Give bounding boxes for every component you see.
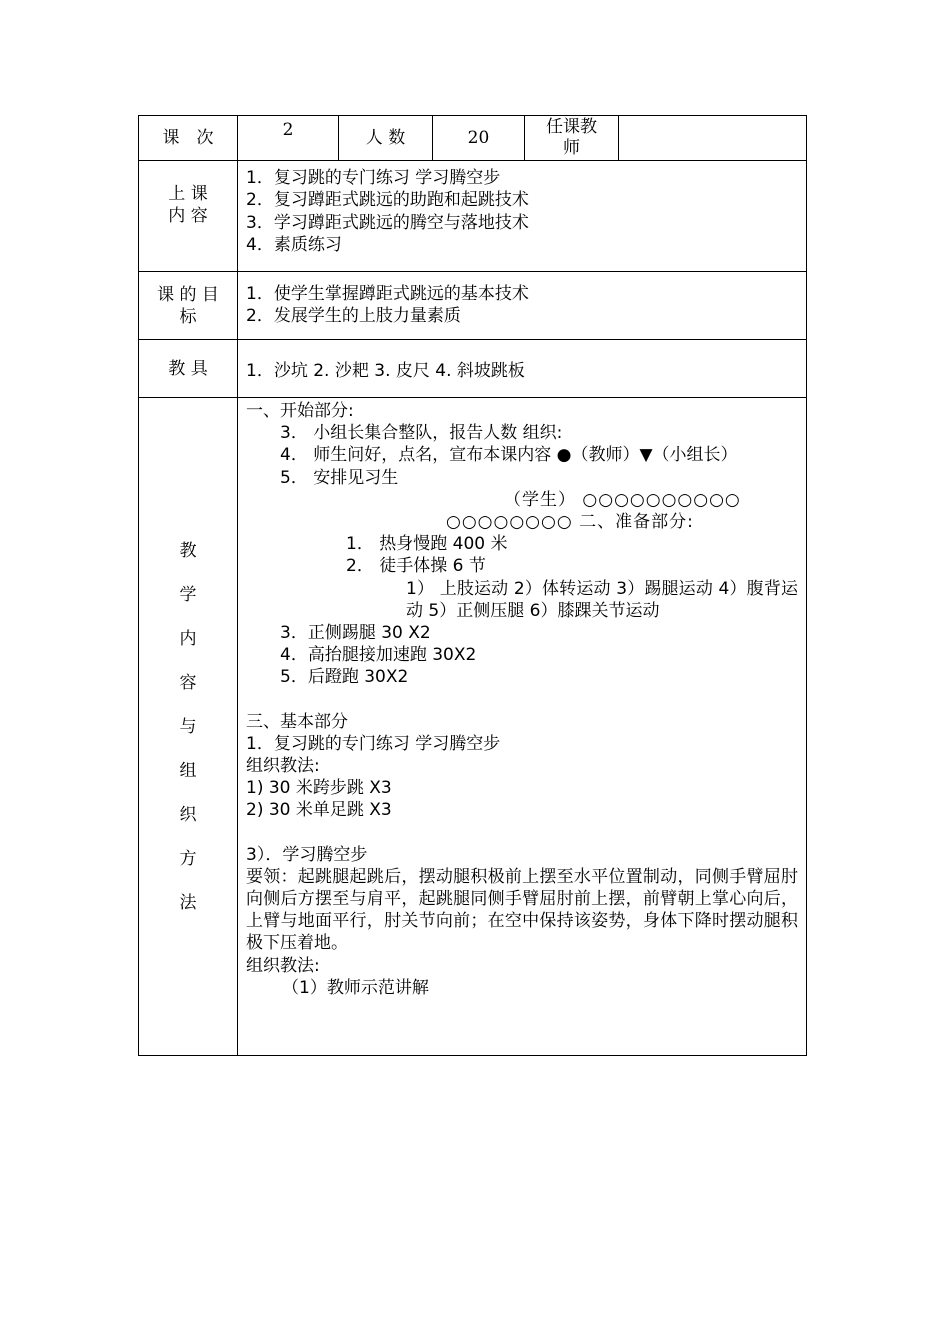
text-line: 1) 30 米跨步跳 X3 xyxy=(246,778,392,799)
list-item: 4．素质练习 xyxy=(246,234,342,255)
text-line: 5．后蹬跑 30X2 xyxy=(280,667,409,688)
list-item: 2．发展学生的上肢力量素质 xyxy=(246,306,461,327)
text-line: 3． 小组长集合整队，报告人数 组织: xyxy=(280,423,563,444)
text-line: 组织教法: xyxy=(246,756,320,777)
text-line: 1．复习跳的专门练习 学习腾空步 xyxy=(246,733,501,754)
content-list xyxy=(238,161,807,272)
method-label xyxy=(139,398,238,1056)
text-line: （1）教师示范讲解 xyxy=(282,977,429,998)
method-label-char: 法 xyxy=(179,892,197,913)
text-line: 3．正侧踢腿 30 X2 xyxy=(280,623,431,644)
goal-row xyxy=(139,272,807,340)
tools-row xyxy=(139,340,807,398)
formation-line: ○○○○○○○○ 二、准备部分: xyxy=(446,512,694,533)
method-label-char: 方 xyxy=(179,848,197,869)
method-label-char: 学 xyxy=(179,584,197,605)
text-line: 4．高抬腿接加速跑 30X2 xyxy=(280,645,477,666)
text-line: 2． 徒手体操 6 节 xyxy=(346,556,486,577)
method-row xyxy=(139,398,807,1056)
teacher-value xyxy=(619,116,807,161)
list-item: 2．复习蹲距式跳远的助跑和起跳技术 xyxy=(246,190,529,211)
method-label-char: 内 xyxy=(179,628,197,649)
text-paragraph: 要领：起跳腿起跳后，摆动腿积极前上摆至水平位置制动，同侧手臂屈肘向侧后方摆至与肩平，起跳腿同侧手臂屈肘前上摆，前臂朝上掌心向后，上臂与地面平行，肘关节向前；在空中保持该姿势，身体下降时摆动腿积极下压着地。 xyxy=(246,866,798,954)
lesson-number-value: 2 xyxy=(238,116,339,161)
content-label xyxy=(139,161,238,272)
text-line: 1． 热身慢跑 400 米 xyxy=(346,534,508,555)
method-body xyxy=(238,398,807,1056)
section-heading: 一、开始部分: xyxy=(246,401,354,421)
content-row xyxy=(139,161,807,272)
text-line: 组织教法: xyxy=(246,955,320,976)
people-count-label: 人 数 xyxy=(339,116,433,161)
spacer xyxy=(246,689,800,711)
method-label-char: 容 xyxy=(179,672,197,693)
method-label-char: 与 xyxy=(179,716,197,737)
lesson-number-label: 课 次 xyxy=(139,116,238,161)
people-count-value: 20 xyxy=(433,116,525,161)
text-line: 2) 30 米单足跳 X3 xyxy=(246,800,392,821)
tools-text: 1．沙坑 2. 沙耙 3. 皮尺 4. 斜坡跳板 xyxy=(238,340,807,398)
section-heading: 三、基本部分 xyxy=(246,711,348,732)
text-line: 1） 上肢运动 2）体转运动 3）踢腿运动 4）腹背运动 5）正侧压腿 6）膝踝关节运动 xyxy=(406,578,798,621)
text-line: 4． 师生问好，点名，宣布本课内容 ●（教师）▼（小组长） xyxy=(280,445,738,466)
method-label-char: 教 xyxy=(179,540,197,561)
content-label-line1: 上 课 xyxy=(168,184,208,204)
method-label-char: 织 xyxy=(179,804,197,825)
formation-line: （学生） ○○○○○○○○○○ xyxy=(504,489,741,510)
goal-list xyxy=(238,272,807,340)
content-label-line2: 内 容 xyxy=(168,206,208,226)
spacer xyxy=(246,822,800,844)
lesson-plan-table xyxy=(138,115,807,1056)
text-line: 5． 安排见习生 xyxy=(280,467,399,488)
method-label-char: 组 xyxy=(179,760,197,781)
header-row xyxy=(139,116,807,161)
goal-label-line1: 课 的 目 xyxy=(157,284,219,305)
list-item: 1．复习跳的专门练习 学习腾空步 xyxy=(246,168,501,188)
list-item: 1．使学生掌握蹲距式跳远的基本技术 xyxy=(246,284,529,304)
text-line: 3）．学习腾空步 xyxy=(246,844,368,865)
goal-label-line2: 标 xyxy=(179,306,197,327)
goal-label xyxy=(139,272,238,340)
teacher-label: 任课教师 xyxy=(525,116,619,161)
tools-label: 教 具 xyxy=(139,340,238,398)
list-item: 3．学习蹲距式跳远的腾空与落地技术 xyxy=(246,212,529,233)
